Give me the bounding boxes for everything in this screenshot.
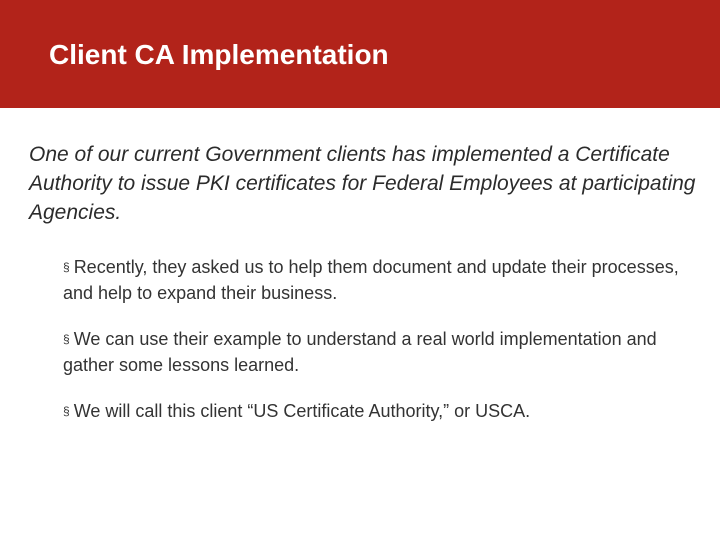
bullet-item-recently: [63, 254, 703, 306]
bullet-text: Recently, they asked us to help them document and update their processes, and help to expand their business.: [63, 257, 679, 303]
bullet-marker-icon: §: [63, 332, 70, 346]
slide-body: [29, 140, 699, 421]
bullet-marker-icon: §: [63, 404, 70, 418]
slide-title: Client CA Implementation: [49, 39, 389, 70]
lead-paragraph: One of our current Government clients has implemented a Certificate Authority to issue PKI certificates for Federal Employees at participating Agencies.: [29, 143, 696, 224]
title-bar: [0, 0, 720, 108]
bullet-item-usca: [63, 398, 703, 424]
bullet-item-example: [63, 326, 703, 378]
bullet-marker-icon: §: [63, 260, 70, 274]
bullet-text: We will call this client “US Certificate Authority,” or USCA.: [73, 401, 531, 421]
bullet-text: We can use their example to understand a real world implementation and gather some lessons learned.: [63, 329, 657, 375]
